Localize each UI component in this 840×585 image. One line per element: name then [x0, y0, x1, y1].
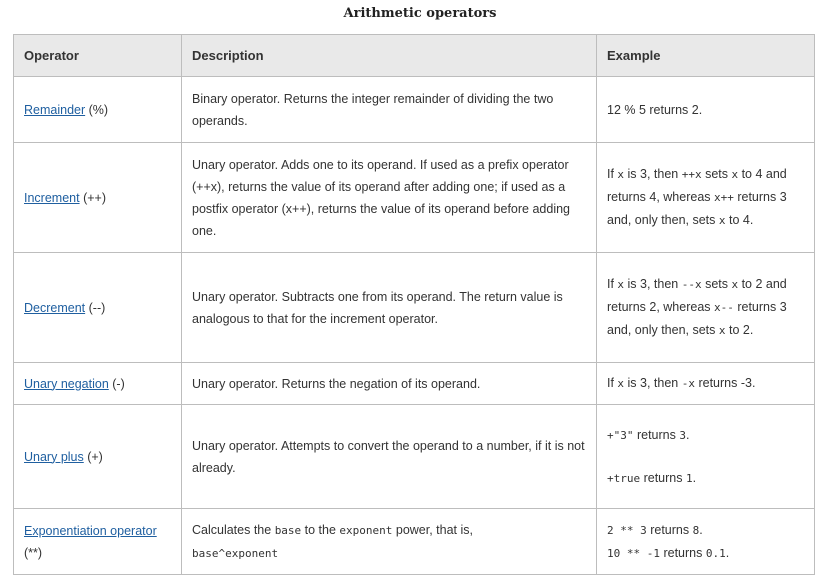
example-text: returns: [659, 545, 706, 560]
description-cell: Unary operator. Attempts to convert the operand to a number, if it is not already.: [182, 405, 597, 509]
example-code: 8: [692, 523, 700, 537]
example-text: to 4 and returns 4, whereas: [607, 167, 787, 204]
unary-plus-link[interactable]: Unary plus: [24, 449, 84, 464]
example-cell: [597, 509, 815, 575]
operator-cell: [14, 363, 182, 405]
table-row: [14, 253, 815, 363]
description-text: Calculates the: [192, 522, 275, 537]
table-row: [14, 509, 815, 575]
example-text: .: [692, 470, 697, 485]
example-text: is 3, then: [624, 277, 682, 291]
table-row: [14, 363, 815, 405]
description-cell: Unary operator. Returns the negation of its operand.: [182, 363, 597, 405]
example-text: returns: [646, 522, 693, 537]
arithmetic-operators-table: [13, 34, 815, 575]
description-code: base^exponent: [192, 546, 279, 560]
table-header-row: [14, 35, 815, 77]
description-cell: [182, 509, 597, 575]
example-code: 3: [679, 428, 686, 442]
example-code: x--: [714, 301, 734, 314]
operator-symbol: (+): [83, 449, 103, 464]
example-cell: [597, 363, 815, 405]
example-code: -x: [681, 377, 695, 390]
example-text: returns: [633, 427, 680, 442]
example-code: 10 ** -1: [607, 546, 660, 560]
example-text: sets: [701, 277, 732, 291]
description-code: base: [274, 523, 302, 537]
example-text: .: [685, 427, 690, 442]
example-text: to 4.: [725, 213, 754, 227]
exponentiation-operator-link[interactable]: Exponentiation operator: [24, 523, 157, 538]
operator-symbol: (++): [79, 190, 106, 205]
example-cell: [597, 405, 815, 509]
example-text: returns: [640, 470, 686, 485]
example-text: If: [607, 277, 618, 291]
example-code: x: [731, 278, 739, 291]
operator-cell: [14, 77, 182, 143]
example-text: to 2.: [725, 323, 754, 337]
operator-symbol: (%): [85, 102, 109, 117]
decrement-link[interactable]: Decrement: [24, 300, 86, 315]
example-code: x: [718, 324, 726, 337]
example-code: +"3": [607, 428, 634, 442]
example-code: --x: [681, 278, 702, 291]
description-cell: Binary operator. Returns the integer remainder of dividing the two operands.: [182, 77, 597, 143]
description-code: exponent: [339, 523, 393, 537]
operator-symbol: (-): [108, 376, 125, 391]
example-code: 2 ** 3: [607, 523, 647, 537]
example-text: .: [725, 545, 730, 560]
operator-symbol: (--): [85, 300, 106, 315]
example-code: 1: [685, 471, 693, 485]
example-cell: [597, 143, 815, 253]
example-text: If: [607, 167, 618, 181]
example-code: x: [617, 377, 625, 390]
remainder-link[interactable]: Remainder: [24, 102, 86, 117]
example-code: x: [617, 278, 625, 291]
example-text: is 3, then: [624, 167, 682, 181]
example-code: 0.1: [705, 546, 726, 560]
example-text: returns 3 and, only then, sets: [607, 190, 787, 227]
example-code: x: [731, 168, 739, 181]
example-text: to 2 and returns 2, whereas: [607, 277, 787, 314]
header-example: Example: [597, 35, 815, 77]
header-operator: Operator: [14, 35, 182, 77]
table-row: [14, 405, 815, 509]
example-code: x++: [714, 191, 734, 204]
table-row: [14, 77, 815, 143]
example-text: If: [607, 376, 618, 390]
description-cell: Unary operator. Adds one to its operand. If used as a prefix operator (++x), returns the value of its operand after adding one; if used as a postfix operator (x++), returns the value of its operand before adding one.: [182, 143, 597, 253]
operator-cell: [14, 405, 182, 509]
header-description: Description: [182, 35, 597, 77]
example-text: returns 3 and, only then, sets: [607, 300, 787, 337]
example-code: x: [617, 168, 625, 181]
example-text: .: [699, 522, 703, 537]
example-cell: [597, 253, 815, 363]
example-code: x: [718, 214, 726, 227]
example-code: ++x: [681, 168, 702, 181]
example-cell: 12 % 5 returns 2.: [597, 77, 815, 143]
unary-negation-link[interactable]: Unary negation: [24, 376, 109, 391]
example-code: +true: [607, 471, 641, 485]
description-cell: Unary operator. Subtracts one from its operand. The return value is analogous to that for the increment operator.: [182, 253, 597, 363]
table-row: [14, 143, 815, 253]
description-text: to the: [301, 522, 340, 537]
operator-symbol: (**): [24, 545, 43, 560]
increment-link[interactable]: Increment: [24, 190, 80, 205]
example-text: returns -3.: [694, 376, 756, 390]
example-text: sets: [701, 167, 732, 181]
description-text: power, that is,: [392, 522, 474, 537]
operator-cell: [14, 253, 182, 363]
operator-cell: [14, 143, 182, 253]
operator-cell: [14, 509, 182, 575]
example-text: is 3, then: [624, 376, 682, 390]
table-caption: Arithmetic operators: [343, 6, 497, 21]
